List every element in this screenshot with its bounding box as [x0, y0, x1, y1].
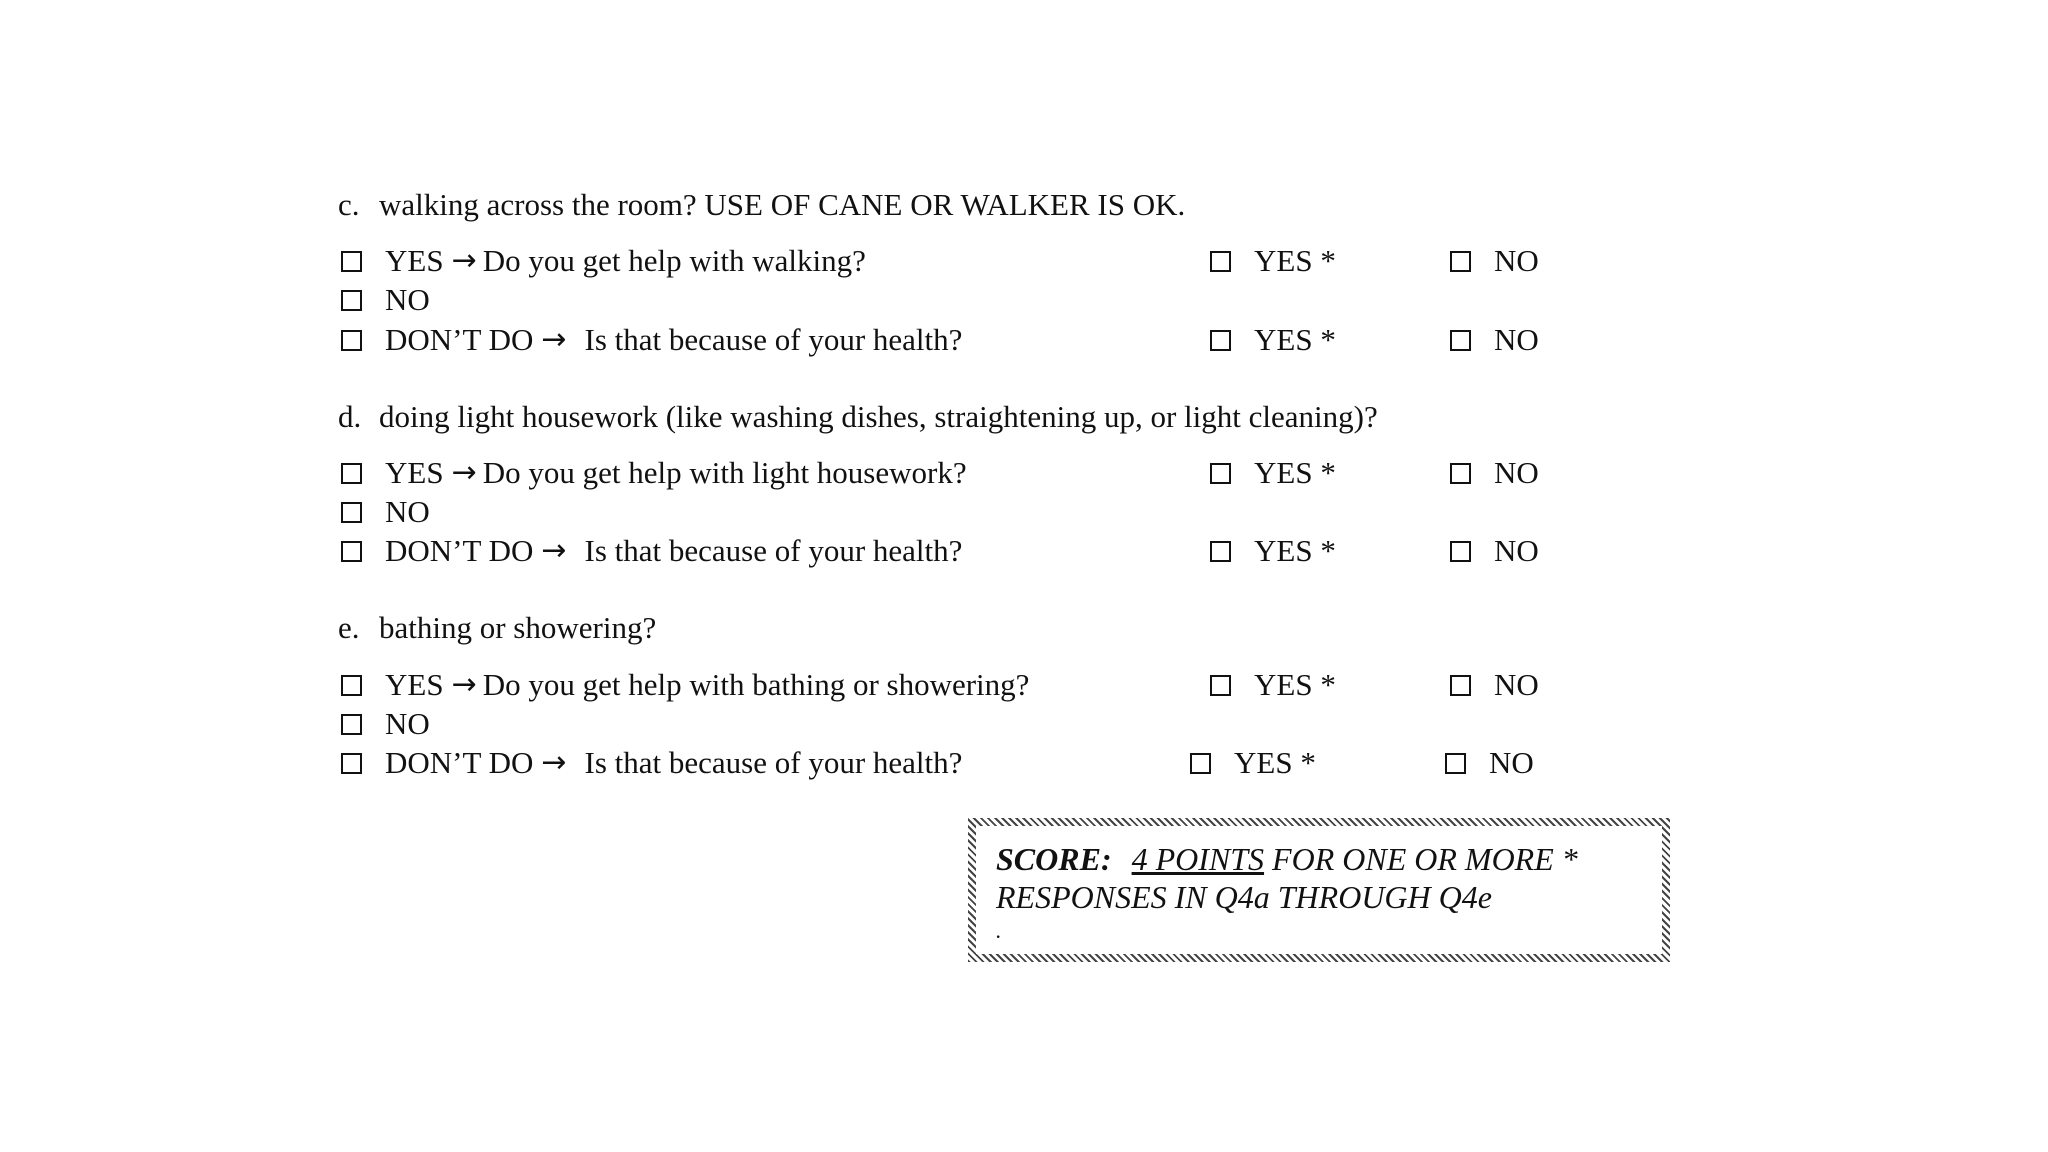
question-c [338, 185, 1185, 225]
question-text: bathing or showering? [379, 610, 657, 645]
followup-yes-option [1210, 320, 1336, 360]
answer-no-row [341, 492, 430, 532]
followup-no-label: NO [1494, 533, 1539, 568]
followup-yes-option [1210, 665, 1336, 705]
arrow-right-icon: → [451, 667, 477, 702]
dont-do-followup-text: Is that because of your health? [584, 533, 963, 568]
followup-no-option [1450, 453, 1539, 493]
no-label: NO [385, 706, 430, 741]
question-d [338, 397, 1378, 437]
followup-yes-label: YES * [1234, 745, 1316, 780]
followup-yes-option [1210, 453, 1336, 493]
question-text: doing light housework (like washing dishes, straightening up, or light cleaning)? [379, 399, 1378, 434]
yes-checkbox[interactable] [341, 675, 362, 696]
yes-checkbox[interactable] [341, 463, 362, 484]
score-line-1 [996, 840, 1644, 878]
answer-yes-row [341, 665, 1029, 705]
dont-do-checkbox[interactable] [341, 330, 362, 351]
answer-dont-do-row [341, 743, 962, 783]
dont-do-label: DON’T DO [385, 533, 534, 568]
score-line-2: RESPONSES IN Q4a THROUGH Q4e [996, 879, 1492, 915]
question-e [338, 608, 656, 648]
no-checkbox[interactable] [341, 714, 362, 735]
followup-no-option [1450, 531, 1539, 571]
followup-yes-label: YES * [1254, 533, 1336, 568]
yes-followup-text: Do you get help with light housework? [482, 455, 967, 490]
followup-yes-label: YES * [1254, 243, 1336, 278]
score-line-1-rest: FOR ONE OR MORE * [1272, 841, 1578, 877]
followup-no-label: NO [1494, 243, 1539, 278]
no-checkbox[interactable] [341, 502, 362, 523]
arrow-right-icon: → [541, 322, 567, 357]
dont-do-checkbox[interactable] [341, 541, 362, 562]
score-label: SCORE: [996, 841, 1112, 877]
followup-yes-label: YES * [1254, 667, 1336, 702]
no-label: NO [385, 282, 430, 317]
followup-no-checkbox[interactable] [1450, 463, 1471, 484]
score-box-content [976, 826, 1662, 954]
followup-yes-checkbox[interactable] [1210, 251, 1231, 272]
yes-followup-text: Do you get help with walking? [482, 243, 866, 278]
followup-no-option [1445, 743, 1534, 783]
question-letter: e. [338, 610, 360, 645]
arrow-right-icon: → [451, 455, 477, 490]
no-checkbox[interactable] [341, 290, 362, 311]
followup-no-checkbox[interactable] [1450, 541, 1471, 562]
answer-yes-row [341, 241, 866, 281]
followup-yes-label: YES * [1254, 322, 1336, 357]
followup-no-option [1450, 665, 1539, 705]
question-letter: d. [338, 399, 362, 434]
followup-no-label: NO [1489, 745, 1534, 780]
followup-yes-checkbox[interactable] [1210, 675, 1231, 696]
yes-label: YES [385, 243, 444, 278]
followup-yes-checkbox[interactable] [1190, 753, 1211, 774]
followup-no-checkbox[interactable] [1450, 251, 1471, 272]
arrow-right-icon: → [541, 533, 567, 568]
arrow-right-icon: → [451, 243, 477, 278]
score-points: 4 POINTS [1131, 841, 1265, 877]
question-text: walking across the room? USE OF CANE OR WALKER IS OK. [379, 187, 1186, 222]
score-line-3: . [996, 918, 1002, 943]
followup-no-option [1450, 320, 1539, 360]
dont-do-followup-text: Is that because of your health? [584, 745, 963, 780]
dont-do-checkbox[interactable] [341, 753, 362, 774]
arrow-right-icon: → [541, 745, 567, 780]
score-box [968, 818, 1670, 962]
yes-label: YES [385, 455, 444, 490]
followup-no-option [1450, 241, 1539, 281]
followup-no-checkbox[interactable] [1450, 675, 1471, 696]
followup-yes-option [1190, 743, 1316, 783]
followup-no-label: NO [1494, 455, 1539, 490]
followup-no-checkbox[interactable] [1445, 753, 1466, 774]
yes-label: YES [385, 667, 444, 702]
question-letter: c. [338, 187, 360, 222]
answer-no-row [341, 704, 430, 744]
yes-followup-text: Do you get help with bathing or showering? [482, 667, 1030, 702]
followup-yes-checkbox[interactable] [1210, 330, 1231, 351]
dont-do-label: DON’T DO [385, 322, 534, 357]
answer-yes-row [341, 453, 967, 493]
answer-no-row [341, 280, 430, 320]
answer-dont-do-row [341, 531, 962, 571]
yes-checkbox[interactable] [341, 251, 362, 272]
followup-no-checkbox[interactable] [1450, 330, 1471, 351]
dont-do-followup-text: Is that because of your health? [584, 322, 963, 357]
dont-do-label: DON’T DO [385, 745, 534, 780]
followup-yes-checkbox[interactable] [1210, 541, 1231, 562]
followup-yes-option [1210, 531, 1336, 571]
followup-yes-option [1210, 241, 1336, 281]
followup-no-label: NO [1494, 667, 1539, 702]
no-label: NO [385, 494, 430, 529]
followup-yes-checkbox[interactable] [1210, 463, 1231, 484]
followup-yes-label: YES * [1254, 455, 1336, 490]
followup-no-label: NO [1494, 322, 1539, 357]
answer-dont-do-row [341, 320, 962, 360]
